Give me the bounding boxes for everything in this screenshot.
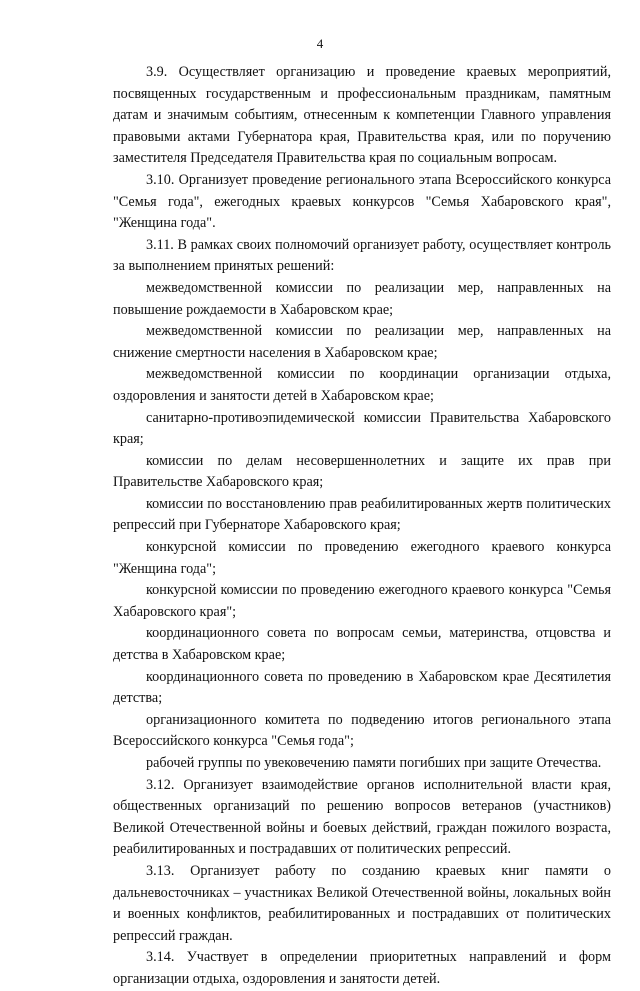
list-item: межведомственной комиссии по реализации мер, направленных на снижение смертности населения в Хабаровском крае; bbox=[113, 323, 611, 361]
paragraph-3-13: 3.13. Организует работу по созданию краевых книг памяти о дальневосточниках – участниках Великой Отечественной войны, локальных войн и военных конфликтов, реабилитированных и пострадавших от политических репрессий граждан. bbox=[113, 862, 611, 944]
list-item: санитарно-противоэпидемической комиссии Правительства Хабаровского края; bbox=[113, 409, 611, 448]
page-number: 4 bbox=[316, 36, 324, 51]
list-item: конкурсной комиссии по проведению ежегодного краевого конкурса "Семья Хабаровского края"; bbox=[113, 582, 611, 620]
list-item: организационного комитета по подведению итогов регионального этапа Всероссийского конкурса "Семья года"; bbox=[113, 711, 611, 750]
list-item: рабочей группы по увековечению памяти погибших при защите Отечества. bbox=[146, 755, 602, 771]
list-item: комиссии по делам несовершеннолетних и защите их прав при Правительстве Хабаровского края; bbox=[113, 452, 611, 491]
list-item: координационного совета по вопросам семьи, материнства, отцовства и детства в Хабаровском крае; bbox=[113, 625, 611, 664]
list-item: межведомственной комиссии по реализации мер, направленных на повышение рождаемости в Хабаровском крае; bbox=[113, 279, 611, 318]
list-item: конкурсной комиссии по проведению ежегодного краевого конкурса "Женщина года"; bbox=[113, 539, 611, 577]
list-item: межведомственной комиссии по координации организации отдыха, оздоровления и занятости детей в Хабаровском крае; bbox=[113, 366, 611, 404]
list-item: комиссии по восстановлению прав реабилитированных жертв политических репрессий при Губернаторе Хабаровского края; bbox=[113, 495, 611, 534]
list-item: координационного совета по проведению в Хабаровском крае Десятилетия детства; bbox=[113, 668, 611, 707]
paragraph-3-11: 3.11. В рамках своих полномочий организует работу, осуществляет контроль за выполнением принятых решений: bbox=[113, 236, 611, 275]
paragraph-3-10: 3.10. Организует проведение регионального этапа Всероссийского конкурса "Семья года", ежегодных краевых конкурсов "Семья Хабаровского края", "Женщина года". bbox=[113, 171, 611, 232]
paragraph-3-12: 3.12. Организует взаимодействие органов исполнительной власти края, общественных организаций по решению вопросов ветеранов (участников) Великой Отечественной войны и боевых действий, граждан пожилого возраста, реабилитированных и пострадавших от политических репрессий. bbox=[113, 776, 611, 858]
paragraph-3-9: 3.9. Осуществляет организацию и проведение краевых мероприятий, посвященных государственным и профессиональным праздникам, памятным датам и значимым событиям, отнесенным к компетенции Главного управления правовыми актами Губернатора края, Правительства края, или по поручению заместителя Председателя Правительства края по социальным вопросам. bbox=[113, 64, 611, 167]
document-body bbox=[113, 62, 611, 991]
paragraph-3-14: 3.14. Участвует в определении приоритетных направлений и форм организации отдыха, оздоровления и занятости детей. bbox=[113, 949, 611, 987]
